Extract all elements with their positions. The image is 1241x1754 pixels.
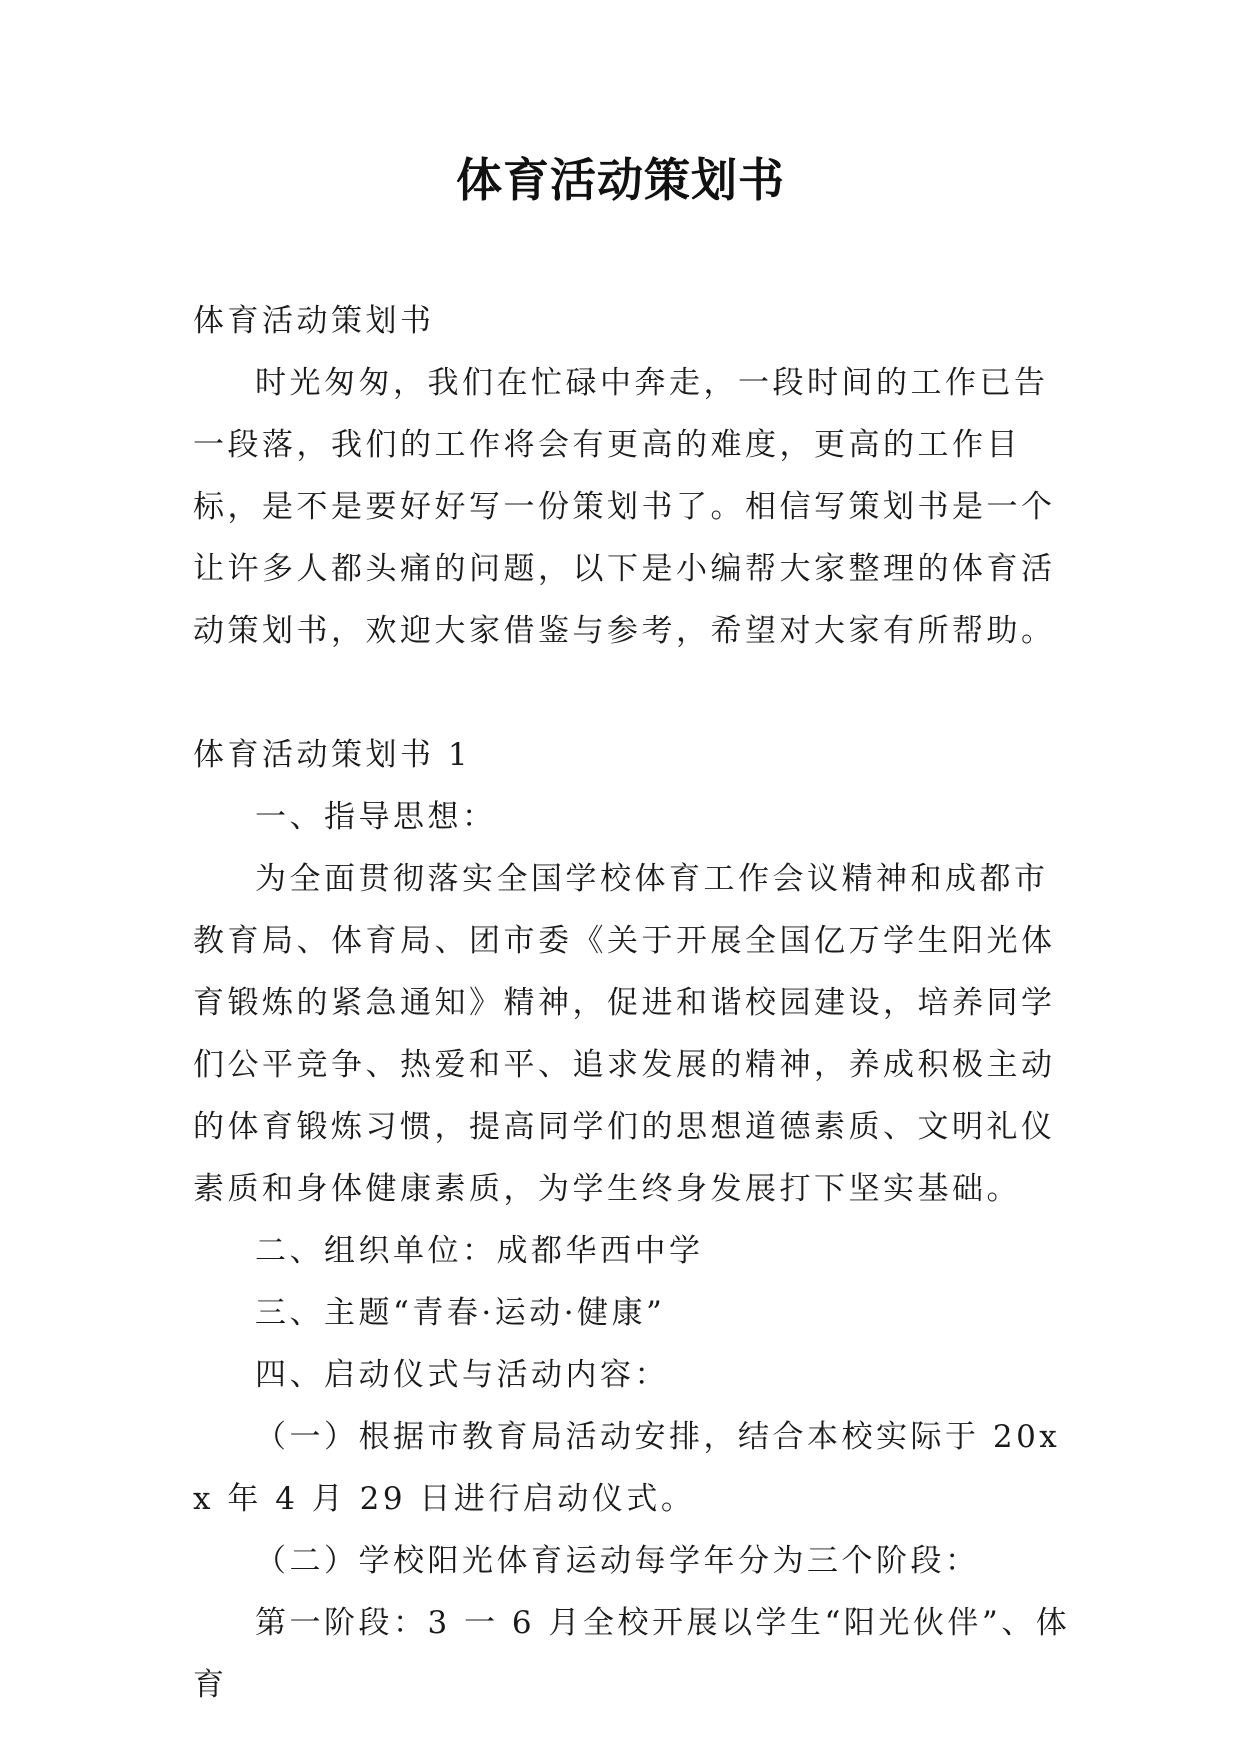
guiding-ideology-paragraph: 为全面贯彻落实全国学校体育工作会议精神和成都市教育局、体育局、团市委《关于开展全国亿万学生阳光体育锻炼的紧急通知》精神，促进和谐校园建设，培养同学们公平竞争、热爱和平、追求发展的精神，养成积极主动的体育锻炼习惯，提高同学们的思想道德素质、文明礼仪素质和身体健康素质，为学生终身发展打下坚实基础。 bbox=[193, 861, 1056, 1207]
stage-one-line: 第一阶段：3 一 6 月全校开展以学生“阳光伙伴”、体育 bbox=[193, 1605, 1071, 1703]
guiding-ideology-heading: 一、指导思想： bbox=[255, 799, 497, 835]
organizer-line: 二、组织单位：成都华西中学 bbox=[255, 1233, 704, 1269]
activity-content-heading: 四、启动仪式与活动内容： bbox=[255, 1357, 669, 1393]
document-body bbox=[193, 290, 1073, 1716]
section-heading-1: 体育活动策划书 1 bbox=[193, 737, 472, 773]
document-title: 体育活动策划书 bbox=[456, 153, 785, 207]
launch-ceremony-paragraph: （一）根据市教育局活动安排，结合本校实际于 20xx 年 4 月 29 日进行启动仪式。 bbox=[193, 1419, 1061, 1517]
intro-paragraph: 时光匆匆，我们在忙碌中奔走，一段时间的工作已告一段落，我们的工作将会有更高的难度，更高的工作目标，是不是要好好写一份策划书了。相信写策划书是一个让许多人都头痛的问题，以下是小编帮大家整理的体育活动策划书，欢迎大家借鉴与参考，希望对大家有所帮助。 bbox=[193, 365, 1056, 649]
paragraph-spacer bbox=[193, 662, 1073, 724]
theme-line: 三、主题“青春·运动·健康” bbox=[255, 1295, 666, 1331]
section-heading: 体育活动策划书 bbox=[193, 303, 435, 339]
three-stages-line: （二）学校阳光体育运动每学年分为三个阶段： bbox=[255, 1543, 980, 1579]
